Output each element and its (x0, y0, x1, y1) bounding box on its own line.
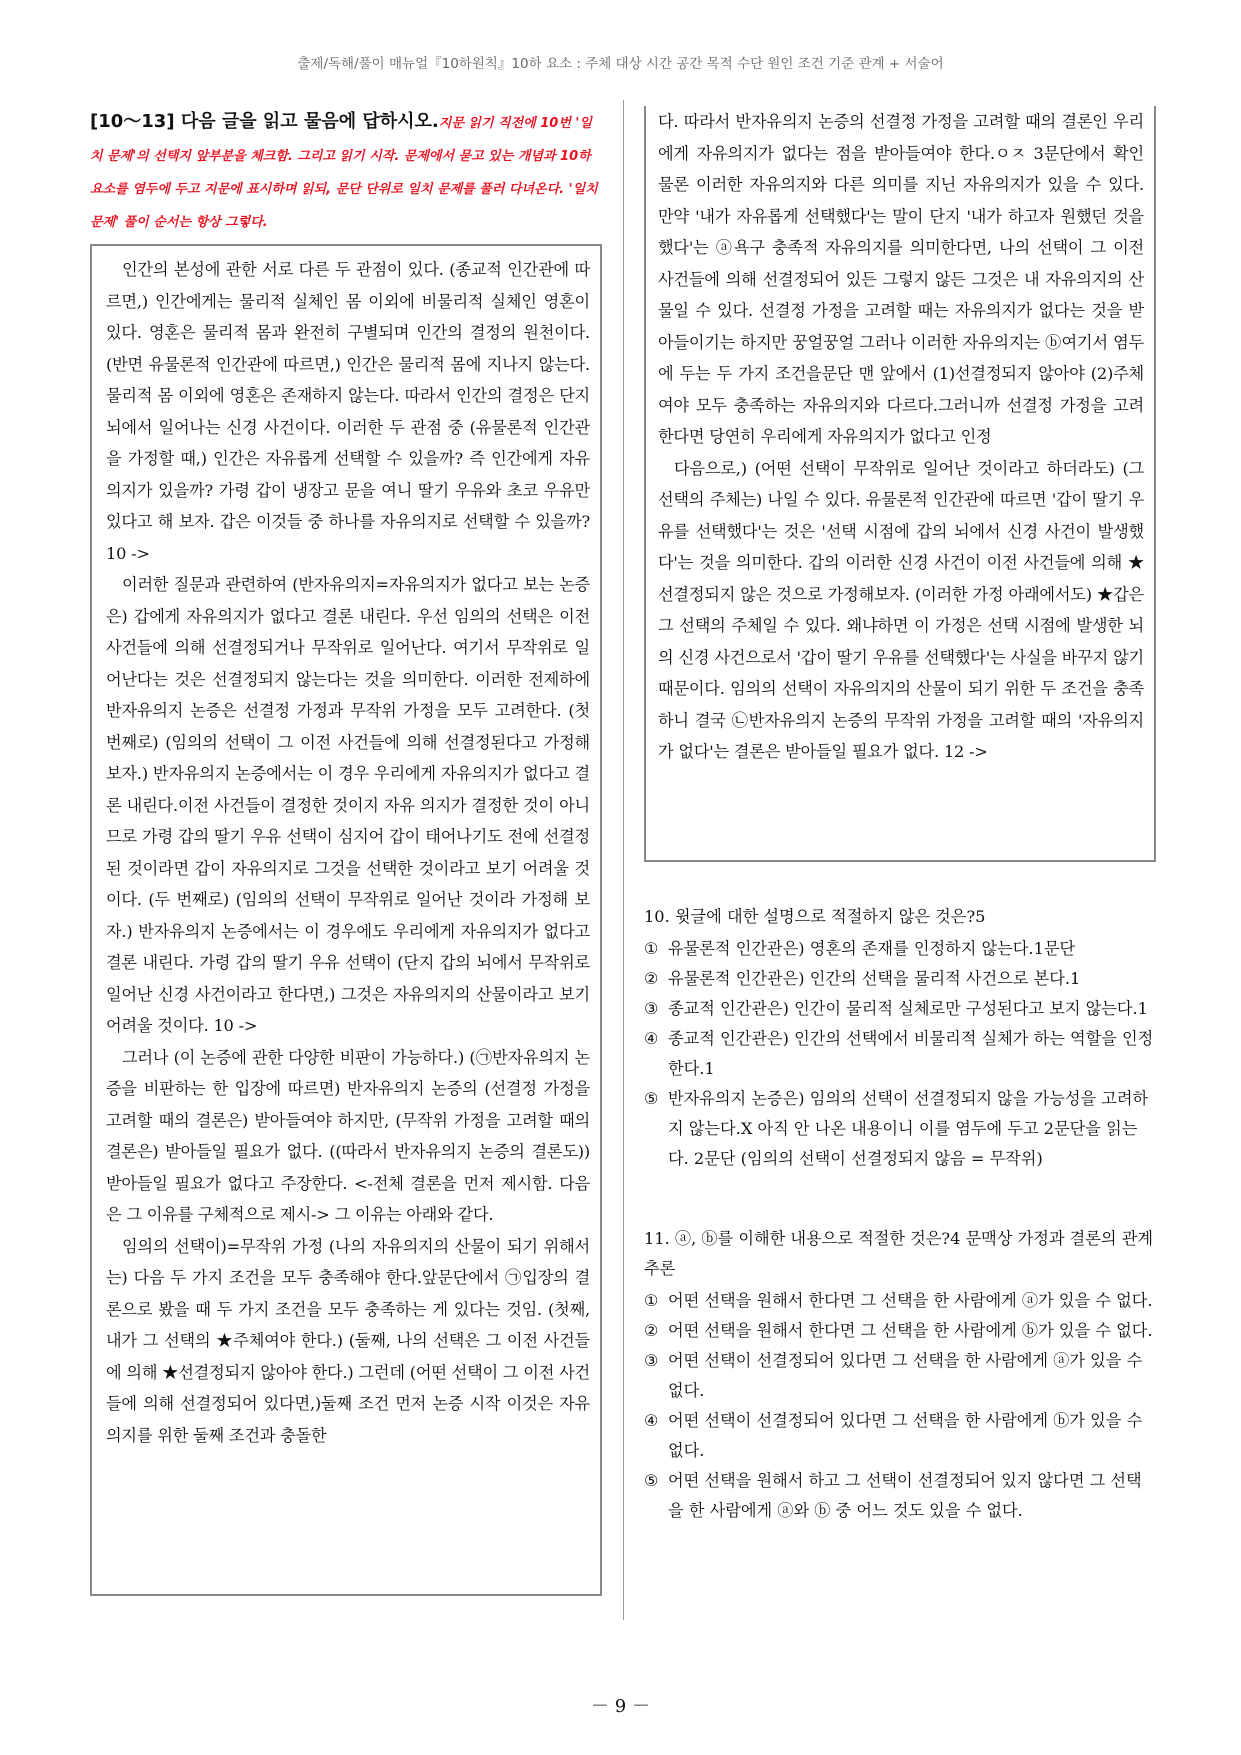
paragraph-1: 인간의 본성에 관한 서로 다른 두 관점이 있다. (종교적 인간관에 따르면,) 인간에게는 물리적 실체인 몸 이외에 비물리적 실체인 영혼이 있다. 영혼은 물리적 몸과 완전히 구별되며 인간의 결정의 원천이다. (반면 유물론적 인간관에 따르면,) 인간은 물리적 몸에 지나지 않는다. 물리적 몸 이외에 영혼은 존재하지 않는다. 따라서 인간의 결정은 단지 뇌에서 일어나는 신경 사건이다. 이러한 두 관점 중 (유물론적 인간관을 가정할 때,) 인간은 자유롭게 선택할 수 있을까? 즉 인간에게 자유의지가 있을까? 가령 갑이 냉장고 문을 여니 딸기 우유와 초코 우유만 있다고 해 보자. 갑은 이것들 중 하나를 자유의지로 선택할 수 있을까? 10 -> (106, 260, 590, 563)
choice-text: 어떤 선택이 선결정되어 있다면 그 선택을 한 사람에게 ⓑ가 있을 수 없다. (668, 1411, 1143, 1460)
choice-number: ① (644, 1291, 659, 1310)
choice-text: 어떤 선택을 원해서 하고 그 선택이 선결정되어 있지 않다면 그 선택을 한 사람에게 ⓐ와 ⓑ 중 어느 것도 있을 수 없다. (668, 1471, 1142, 1520)
choice-number: ④ (644, 1029, 659, 1048)
page-number: － 9 － (591, 1696, 650, 1717)
question-10-stem: 10. 윗글에 대한 설명으로 적절하지 않은 것은?5 (644, 907, 986, 926)
choice-number: ⑤ (644, 1089, 659, 1108)
intro-note: 지문 읽기 직전에 10번 '일치 문제'의 선택지 앞부분을 체크함. 그리고 읽기 시작. 문제에서 묻고 있는 개념과 10하요소를 염두에 두고 지문에 표시하며 읽되, 문단 단위로 일치 문제를 풀러 다녀온다. '일치 문제' 풀이 순서는 항상 그렇다. (90, 116, 598, 230)
q10-choice-2[interactable] (644, 964, 1156, 994)
q11-choice-1[interactable] (644, 1286, 1156, 1316)
q11-choice-3[interactable] (644, 1346, 1156, 1406)
passage-box-right (644, 106, 1156, 862)
paragraph-5: 다. 따라서 반자유의지 논증의 선결정 가정을 고려할 때의 결론인 우리에게 자유의지가 없다는 점을 받아들여야 한다.ㅇㅈ 3문단에서 확인 물론 이러한 자유의지와 다른 의미를 지닌 자유의지가 있을 수 있다. 만약 '내가 자유롭게 선택했다'는 말이 단지 '내가 하고자 원했던 것을 했다'는 ⓐ욕구 충족적 자유의지를 의미한다면, 나의 선택이 그 이전 사건들에 의해 선결정되어 있든 그렇지 않든 그것은 내 자유의지의 산물일 수 있다. 선결정 가정을 고려할 때는 자유의지가 없다는 것을 받아들이기는 하지만 꿍얼꿍얼 그러나 이러한 자유의지는 ⓑ여기서 염두에 두는 두 가지 조건을문단 맨 앞에서 (1)선결정되지 않아야 (2)주체여야 모두 충족하는 자유의지와 다르다.그러니까 선결정 가정을 고려한다면 당연히 우리에게 자유의지가 없다고 인정 (658, 112, 1144, 446)
choice-text: 어떤 선택을 원해서 한다면 그 선택을 한 사람에게 ⓐ가 있을 수 없다. (668, 1291, 1153, 1310)
left-column (90, 106, 602, 1596)
q11-choice-5[interactable] (644, 1466, 1156, 1526)
paragraph-3: 그러나 (이 논증에 관한 다양한 비판이 가능하다.) (㉠반자유의지 논증을 비판하는 한 입장에 따르면) 반자유의지 논증의 (선결정 가정을 고려할 때의 결론은) 받아들여야 하지만, (무작위 가정을 고려할 때의 결론은) 받아들일 필요가 없다. ((따라서 반자유의지 논증의 결론도)) 받아들일 필요가 없다고 주장한다. <-전체 결론을 먼저 제시함. 다음은 그 이유를 구체적으로 제시-> 그 이유는 아래와 같다. (106, 1047, 590, 1224)
choice-number: ② (644, 1321, 659, 1340)
question-10 (644, 902, 1156, 1174)
choice-text: 유물론적 인간관은) 인간의 선택을 물리적 사건으로 본다.1 (668, 969, 1081, 988)
question-11-stem: 11. ⓐ, ⓑ를 이해한 내용으로 적절한 것은?4 문맥상 가정과 결론의 관계 추론 (644, 1229, 1153, 1278)
choice-number: ② (644, 969, 659, 988)
q10-choice-1[interactable] (644, 934, 1156, 964)
paragraph-6: 다음으로,) (어떤 선택이 무작위로 일어난 것이라고 하더라도) (그 선택의 주체는) 나일 수 있다. 유물론적 인간관에 따르면 '갑이 딸기 우유를 선택했다'는 것은 '선택 시점에 갑의 뇌에서 신경 사건이 발생했다'는 것을 의미한다. 갑의 이러한 신경 사건이 이전 사건들에 의해 ★선결정되지 않은 것으로 가정해보자. (이러한 가정 아래에서도) ★갑은 그 선택의 주체일 수 있다. 왜냐하면 이 가정은 선택 시점에 발생한 뇌의 신경 사건으로서 '갑이 딸기 우유를 선택했다'는 사실을 바꾸지 않기 때문이다. 임의의 선택이 자유의지의 산물이 되기 위한 두 조건을 충족하니 결국 ㉡반자유의지 논증의 무작위 가정을 고려할 때의 '자유의지가 없다'는 결론은 받아들일 필요가 없다. 12 -> (658, 458, 1144, 761)
choice-text: 종교적 인간관은) 인간이 물리적 실체로만 구성된다고 보지 않는다.1 (668, 999, 1148, 1018)
page-header: 출제/독해/풀이 매뉴얼『10하원칙』10하 요소 : 주체 대상 시간 공간 목적 수단 원인 조건 기준 관계 + 서술어 (297, 56, 944, 72)
q10-choice-4[interactable] (644, 1024, 1156, 1084)
question-11 (644, 1224, 1156, 1526)
intro-lead: [10～13] 다음 글을 읽고 물음에 답하시오. (90, 111, 439, 132)
choice-text: 반자유의지 논증은) 임의의 선택이 선결정되지 않을 가능성을 고려하지 않는다.X 아직 안 나온 내용이니 이를 염두에 두고 2문단을 읽는다. 2문단 (임의의 선택이 선결정되지 않음 = 무작위) (668, 1089, 1149, 1168)
paragraph-2: 이러한 질문과 관련하여 (반자유의지=자유의지가 없다고 보는 논증은) 갑에게 자유의지가 없다고 결론 내린다. 우선 임의의 선택은 이전 사건들에 의해 선결정되거나 무작위로 일어난다. 여기서 무작위로 일어난다는 것은 선결정되지 않는다는 것을 의미한다. 이러한 전제하에 반자유의지 논증은 선결정 가정과 무작위 가정을 모두 고려한다. (첫 번째로) (임의의 선택이 그 이전 사건들에 의해 선결정된다고 가정해 보자.) 반자유의지 논증에서는 이 경우 우리에게 자유의지가 없다고 결론 내린다.이전 사건들이 결정한 것이지 자유 의지가 결정한 것이 아니므로 가령 갑의 딸기 우유 선택이 심지어 갑이 태어나기도 전에 선결정된 것이라면 갑이 자유의지로 그것을 선택한 것이라고 보기 어려울 것이다. (두 번째로) (임의의 선택이 무작위로 일어난 것이라 가정해 보자.) 반자유의지 논증에서는 이 경우에도 우리에게 자유의지가 없다고 결론 내린다. 가령 갑의 딸기 우유 선택이 (단지 갑의 뇌에서 무작위로 일어난 신경 사건이라고 한다면,) 그것은 자유의지의 산물이라고 보기 어려울 것이다. 10 -> (106, 575, 590, 1035)
q10-choice-3[interactable] (644, 994, 1156, 1024)
right-column (644, 106, 1156, 1526)
q11-choice-2[interactable] (644, 1316, 1156, 1346)
choice-number: ③ (644, 1351, 659, 1370)
choice-number: ⑤ (644, 1471, 659, 1490)
column-divider (623, 100, 624, 1620)
passage-box-left (90, 244, 602, 1596)
choice-text: 어떤 선택이 선결정되어 있다면 그 선택을 한 사람에게 ⓐ가 있을 수 없다. (668, 1351, 1143, 1400)
q10-choice-5[interactable] (644, 1084, 1156, 1174)
choice-text: 유물론적 인간관은) 영혼의 존재를 인정하지 않는다.1문단 (668, 939, 1076, 958)
choice-number: ③ (644, 999, 659, 1018)
choice-text: 어떤 선택을 원해서 한다면 그 선택을 한 사람에게 ⓑ가 있을 수 없다. (668, 1321, 1153, 1340)
q11-choice-4[interactable] (644, 1406, 1156, 1466)
choice-text: 종교적 인간관은) 인간의 선택에서 비물리적 실체가 하는 역할을 인정한다.1 (668, 1029, 1154, 1078)
choice-number: ④ (644, 1411, 659, 1430)
paragraph-4: 임의의 선택이)=무작위 가정 (나의 자유의지의 산물이 되기 위해서는) 다음 두 가지 조건을 모두 충족해야 한다.앞문단에서 ㉠입장의 결론으로 봤을 때 두 가지 조건을 모두 충족하는 게 있다는 것임. (첫째, 내가 그 선택의 ★주체여야 한다.) (둘째, 나의 선택은 그 이전 사건들에 의해 ★선결정되지 않아야 한다.) 그런데 (어떤 선택이 그 이전 사건들에 의해 선결정되어 있다면,)둘째 조건 먼저 논증 시작 이것은 자유의지를 위한 둘째 조건과 충돌한 (106, 1236, 590, 1445)
choice-number: ① (644, 939, 659, 958)
question-intro (90, 106, 602, 238)
